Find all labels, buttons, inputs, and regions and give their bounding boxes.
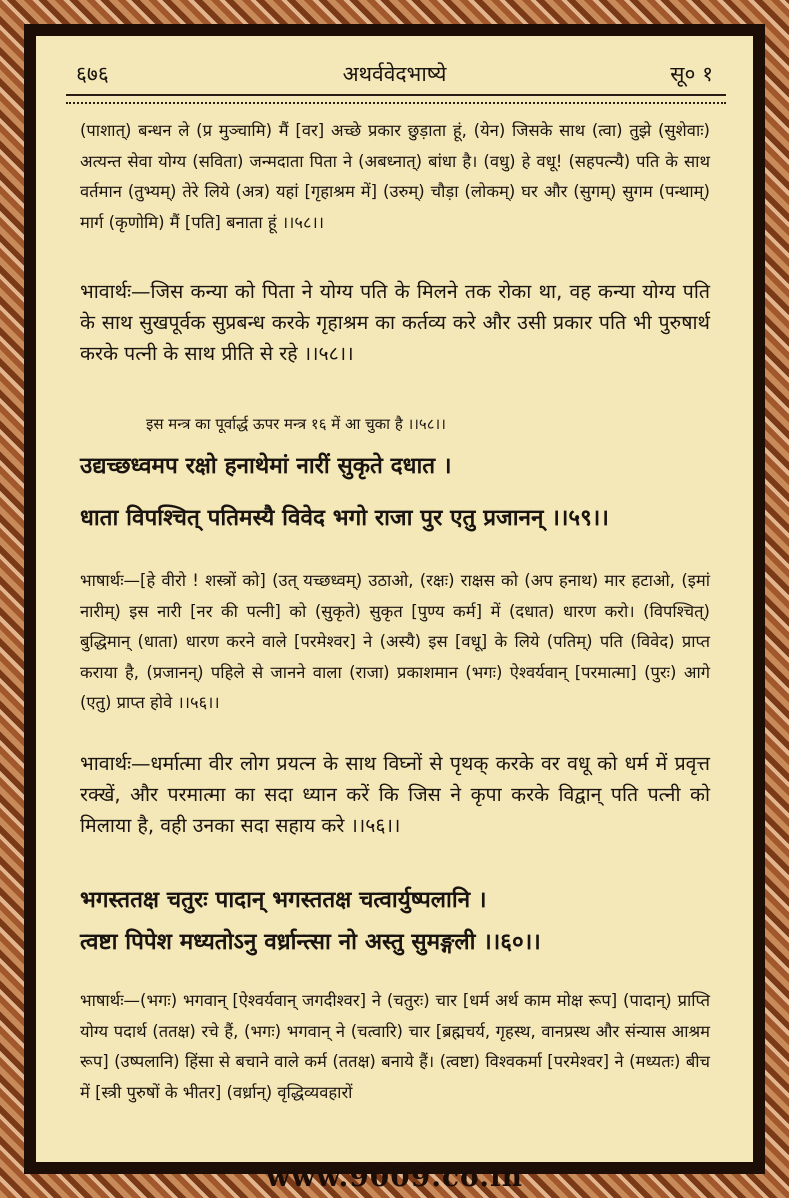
translation-59: भाषार्थः—[हे वीरो ! शस्त्रों को] (उत् यच्छध्वम्) उठाओ, (रक्षः) राक्षस को (अप हनाथ) मार हटाओ, (इमां नारीम्) इस नारी [नर की पत्नी] को (सुकृते) सुकृत [पुण्य कर्म] में (दधात) धारण करो। (विपश्चित्) बुद्धिमान् (धाता) धारण करने वाले [परमेश्वर] ने (अस्यै) इस [वधू] के लिये (पतिम्) पति (विवेद) प्राप्त कराया है, (प्रजानन्) पहिले से जानने वाला (राजा) प्रकाशमान (भगः) ऐश्वर्यवान् [परमात्मा] (पुरः) आगे (एतु) प्राप्त होवे ।।५६।। — [80, 571, 710, 712]
mantra-60-line-2: त्वष्टा पिपेश मध्यतोऽनु वर्ध्रान्त्सा नो अस्तु सुमङ्गली ।।६०।। — [80, 929, 541, 955]
mantra-59-line-2: धाता विपश्चित् पतिमस्यै विवेद भगो राजा पुर एतु प्रजानन् ।।५९।। — [80, 505, 609, 531]
page-title: अथर्ववेदभाष्ये — [342, 62, 447, 86]
watermark-footer: www.9009.co.in — [266, 1160, 523, 1193]
translation-60: भाषार्थः—(भगः) भगवान् [ऐश्वर्यवान् जगदीश्वर] ने (चतुरः) चार [धर्म अर्थ काम मोक्ष रूप] (पादान्) प्राप्ति योग्य पदार्थ (ततक्ष) रचे हैं, (भगः) भगवान् ने (चत्वारि) चार [ब्रह्मचर्य, गृहस्थ, वानप्रस्थ और संन्यास आश्रम रूप] (उष्पलानि) हिंसा से बचाने वाले कर्म (ततक्ष) बनाये हैं। (त्वष्टा) विश्वकर्मा [परमेश्वर] ने (मध्यतः) बीच में [स्त्री पुरुषों के भीतर] (वर्ध्रान्) वृद्धिव्यवहारों — [80, 991, 710, 1102]
scanned-page — [36, 36, 753, 1162]
bhavartha-58: भावार्थः—जिस कन्या को पिता ने योग्य पति के मिलने तक रोका था, वह कन्या योग्य पति के साथ सुखपूर्वक सुप्रबन्ध करके गृहाश्रम का कर्तव्य करे और उसी प्रकार पति भी पुरुषार्थ करके पत्नी के साथ प्रीति से रहे ।।५८।। — [80, 280, 710, 365]
translation-58: (पाशात्) बन्धन ले (प्र मुञ्चामि) मैं [वर] अच्छे प्रकार छुड़ाता हूं, (येन) जिसके साथ (त्वा) तुझे (सुशेवाः) अत्यन्त सेवा योग्य (सविता) जन्मदाता पिता ने (अबध्नात्) बांधा है। (वधु) हे वधू! (सहपत्न्यै) पति के साथ वर्तमान (तुभ्यम्) तेरे लिये (अत्र) यहां [गृहाश्रम में] (उरुम्) चौड़ा (लोकम्) घर और (सुगम्) सुगम (पन्थाम्) मार्ग (कृणोमि) मैं [पति] बनाता हूं ।।५८।। — [80, 121, 710, 232]
mantra-note: इस मन्त्र का पूर्वार्द्ध ऊपर मन्त्र १६ में आ चुका है ।।५८।। — [146, 415, 446, 433]
page-number: ६७६ — [76, 62, 109, 86]
mantra-60-line-1: भगस्ततक्ष चतुरः पादान् भगस्ततक्ष चत्वार्युष्पलानि । — [80, 887, 487, 913]
bhavartha-59: भावार्थः—धर्मात्मा वीर लोग प्रयत्न के साथ विघ्नों से पृथक् करके वर वधू को धर्म में प्रवृत्त रक्खें, और परमात्मा का सदा ध्यान करें कि जिस ने कृपा करके विद्वान् पति पत्नी को मिलाया है, वही उनका सदा सहाय करे ।।५६।। — [80, 752, 710, 837]
sukta-number: सू० १ — [670, 62, 713, 86]
mantra-59-line-1: उद्यच्छध्वमप रक्षो हनाथेमां नारीं सुकृते दधात । — [80, 453, 452, 479]
page-header — [36, 54, 753, 88]
header-rule — [66, 94, 726, 104]
